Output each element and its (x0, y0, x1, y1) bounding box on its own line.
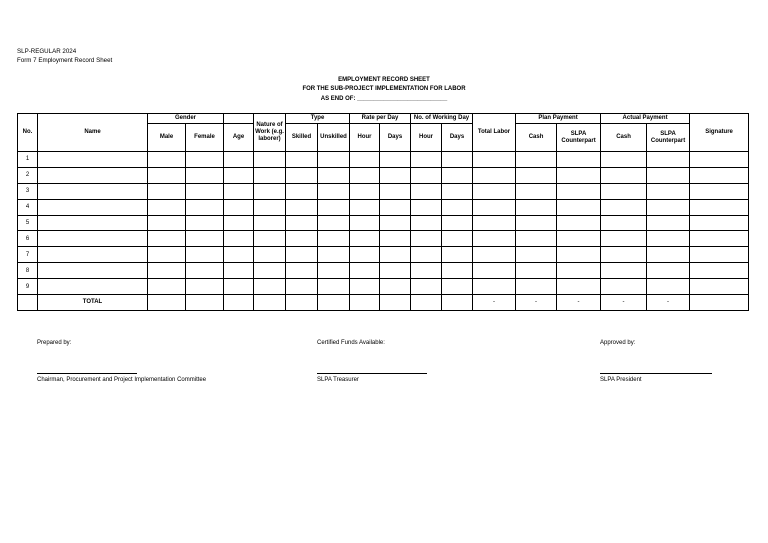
table-cell (473, 167, 516, 183)
table-cell (318, 263, 350, 279)
table-cell (516, 247, 557, 263)
table-cell (38, 231, 148, 247)
table-cell (380, 231, 411, 247)
table-cell (557, 152, 601, 168)
table-cell (148, 279, 186, 295)
table-cell (601, 263, 647, 279)
table-cell (224, 279, 254, 295)
table-cell (690, 263, 749, 279)
table-cell (224, 183, 254, 199)
table-cell (318, 215, 350, 231)
table-cell (286, 231, 318, 247)
table-cell (350, 247, 380, 263)
total-cell (380, 295, 411, 311)
group-actual-payment: Actual Payment (601, 114, 690, 124)
col-no: No. (18, 114, 38, 152)
table-cell (38, 279, 148, 295)
table-row (18, 199, 749, 215)
table-cell (473, 279, 516, 295)
group-working-day: No. of Working Day (411, 114, 473, 124)
col-actual-cash: Cash (601, 124, 647, 152)
table-cell (38, 199, 148, 215)
row-number: 1 (18, 152, 38, 168)
group-plan-payment: Plan Payment (516, 114, 601, 124)
table-cell (254, 279, 286, 295)
table-cell (148, 247, 186, 263)
table-cell (380, 152, 411, 168)
table-cell (473, 231, 516, 247)
age-top-cell (224, 114, 254, 124)
total-signature-cell (690, 295, 749, 311)
table-cell (318, 183, 350, 199)
group-type: Type (286, 114, 350, 124)
prepared-signature-line (37, 373, 137, 374)
form-series: SLP-REGULAR 2024 (17, 48, 77, 55)
table-cell (411, 247, 442, 263)
table-cell (224, 152, 254, 168)
table-cell (186, 167, 224, 183)
table-cell (286, 215, 318, 231)
col-rate-days: Days (380, 124, 411, 152)
table-cell (186, 279, 224, 295)
table-cell (380, 247, 411, 263)
table-cell (380, 263, 411, 279)
table-cell (411, 231, 442, 247)
table-cell (411, 199, 442, 215)
table-cell (186, 247, 224, 263)
table-cell (186, 231, 224, 247)
total-cell (286, 295, 318, 311)
table-cell (516, 152, 557, 168)
approved-by-role: SLPA President (600, 377, 642, 383)
col-unskilled: Unskilled (318, 124, 350, 152)
col-female: Female (186, 124, 224, 152)
table-cell (516, 167, 557, 183)
table-row (18, 215, 749, 231)
table-cell (647, 279, 690, 295)
col-age: Age (224, 124, 254, 152)
certified-by-role: SLPA Treasurer (317, 377, 359, 383)
table-cell (254, 231, 286, 247)
table-cell (442, 199, 473, 215)
row-number: 6 (18, 231, 38, 247)
table-cell (38, 183, 148, 199)
table-cell (516, 215, 557, 231)
table-cell (186, 199, 224, 215)
col-nature-of-work: Nature of Work (e.g. laborer) (254, 114, 286, 152)
table-cell (186, 183, 224, 199)
total-cell (186, 295, 224, 311)
table-cell (473, 152, 516, 168)
table-cell (254, 247, 286, 263)
table-cell (690, 167, 749, 183)
table-cell (442, 247, 473, 263)
table-cell (442, 231, 473, 247)
col-rate-hour: Hour (350, 124, 380, 152)
table-cell (690, 183, 749, 199)
table-cell (557, 247, 601, 263)
as-end-of-line: AS END OF: ___________________________ (320, 96, 448, 102)
table-row (18, 279, 749, 295)
table-cell (601, 215, 647, 231)
table-cell (224, 263, 254, 279)
table-cell (601, 183, 647, 199)
table-cell (286, 263, 318, 279)
approved-by-label: Approved by: (600, 340, 636, 346)
table-cell (690, 152, 749, 168)
table-cell (557, 215, 601, 231)
table-cell (38, 247, 148, 263)
table-cell (442, 167, 473, 183)
table-cell (516, 231, 557, 247)
table-row (18, 263, 749, 279)
table-cell (647, 263, 690, 279)
table-cell (286, 279, 318, 295)
group-gender: Gender (148, 114, 224, 124)
table-cell (318, 167, 350, 183)
table-cell (516, 279, 557, 295)
col-male: Male (148, 124, 186, 152)
table-cell (350, 279, 380, 295)
col-name: Name (38, 114, 148, 152)
total-label: TOTAL (38, 295, 148, 311)
row-number: 5 (18, 215, 38, 231)
sheet-subtitle: FOR THE SUB-PROJECT IMPLEMENTATION FOR LABOR (302, 86, 466, 92)
table-cell (411, 279, 442, 295)
table-cell (38, 215, 148, 231)
row-number: 8 (18, 263, 38, 279)
table-cell (473, 199, 516, 215)
table-cell (380, 167, 411, 183)
table-cell (601, 152, 647, 168)
col-actual-slpa: SLPA Counterpart (647, 124, 690, 152)
table-cell (442, 215, 473, 231)
table-cell (647, 231, 690, 247)
table-cell (224, 215, 254, 231)
total-plan-slpa-value: - (557, 295, 601, 311)
table-cell (186, 263, 224, 279)
table-cell (224, 167, 254, 183)
col-work-days: Days (442, 124, 473, 152)
table-cell (148, 183, 186, 199)
employment-record-table (17, 113, 749, 311)
table-cell (148, 263, 186, 279)
table-cell (350, 152, 380, 168)
table-cell (442, 279, 473, 295)
table-cell (380, 215, 411, 231)
table-cell (647, 152, 690, 168)
row-number: 2 (18, 167, 38, 183)
total-cell (254, 295, 286, 311)
table-cell (380, 279, 411, 295)
col-signature: Signature (690, 114, 749, 152)
table-cell (473, 247, 516, 263)
table-cell (286, 199, 318, 215)
table-cell (411, 215, 442, 231)
table-row (18, 231, 749, 247)
table-cell (318, 231, 350, 247)
table-cell (148, 215, 186, 231)
table-cell (647, 215, 690, 231)
table-body (18, 152, 749, 295)
table-cell (557, 167, 601, 183)
col-total-labor: Total Labor (473, 114, 516, 152)
table-row (18, 167, 749, 183)
table-cell (38, 263, 148, 279)
prepared-by-role: Chairman, Procurement and Project Implementation Committee (37, 377, 207, 383)
form-name: Form 7 Employment Record Sheet (17, 57, 113, 64)
table-cell (647, 247, 690, 263)
table-cell (411, 167, 442, 183)
table-cell (350, 215, 380, 231)
table-cell (148, 231, 186, 247)
table-cell (516, 183, 557, 199)
table-cell (442, 152, 473, 168)
table-cell (224, 247, 254, 263)
table-cell (690, 231, 749, 247)
table-cell (350, 183, 380, 199)
table-cell (601, 231, 647, 247)
table-cell (473, 183, 516, 199)
row-number: 4 (18, 199, 38, 215)
table-cell (350, 231, 380, 247)
table-cell (380, 199, 411, 215)
table-cell (224, 199, 254, 215)
table-cell (690, 199, 749, 215)
table-row (18, 152, 749, 168)
table-cell (690, 247, 749, 263)
sheet-title: EMPLOYMENT RECORD SHEET (338, 77, 430, 83)
table-cell (557, 263, 601, 279)
table-cell (254, 167, 286, 183)
total-cell (411, 295, 442, 311)
row-number: 9 (18, 279, 38, 295)
total-no-cell (18, 295, 38, 311)
table-cell (516, 199, 557, 215)
table-cell (601, 279, 647, 295)
col-plan-slpa: SLPA Counterpart (557, 124, 601, 152)
table-cell (254, 152, 286, 168)
col-skilled: Skilled (286, 124, 318, 152)
group-rate-per-day: Rate per Day (350, 114, 411, 124)
total-row (18, 295, 749, 311)
table-cell (38, 152, 148, 168)
certified-signature-line (317, 373, 427, 374)
certified-funds-label: Certified Funds Available: (317, 340, 385, 346)
table-cell (286, 152, 318, 168)
total-actual-slpa-value: - (647, 295, 690, 311)
table-cell (318, 279, 350, 295)
approved-signature-line (600, 373, 712, 374)
table-row (18, 183, 749, 199)
table-cell (148, 199, 186, 215)
table-cell (601, 167, 647, 183)
table-cell (601, 247, 647, 263)
table-cell (286, 167, 318, 183)
col-work-hour: Hour (411, 124, 442, 152)
table-cell (254, 199, 286, 215)
table-cell (411, 263, 442, 279)
total-labor-value: - (473, 295, 516, 311)
table-cell (318, 152, 350, 168)
table-cell (186, 215, 224, 231)
table-cell (380, 183, 411, 199)
table-cell (442, 263, 473, 279)
table-cell (254, 215, 286, 231)
table-cell (411, 152, 442, 168)
total-cell (350, 295, 380, 311)
total-cell (224, 295, 254, 311)
table-cell (148, 152, 186, 168)
table-cell (224, 231, 254, 247)
table-cell (442, 183, 473, 199)
table-cell (473, 215, 516, 231)
table-cell (411, 183, 442, 199)
table-cell (318, 199, 350, 215)
total-cell (318, 295, 350, 311)
table-cell (557, 183, 601, 199)
table-cell (647, 167, 690, 183)
table-cell (350, 199, 380, 215)
table-cell (601, 199, 647, 215)
table-cell (254, 263, 286, 279)
prepared-by-label: Prepared by: (37, 340, 72, 346)
table-cell (647, 199, 690, 215)
table-cell (254, 183, 286, 199)
table-cell (286, 247, 318, 263)
table-row (18, 247, 749, 263)
col-plan-cash: Cash (516, 124, 557, 152)
table-cell (318, 247, 350, 263)
table-cell (473, 263, 516, 279)
total-cell (148, 295, 186, 311)
table-cell (350, 167, 380, 183)
table-cell (286, 183, 318, 199)
table-cell (557, 199, 601, 215)
total-plan-cash-value: - (516, 295, 557, 311)
table-cell (148, 167, 186, 183)
table-cell (690, 215, 749, 231)
total-actual-cash-value: - (601, 295, 647, 311)
table-cell (38, 167, 148, 183)
total-cell (442, 295, 473, 311)
table-cell (186, 152, 224, 168)
table-cell (557, 231, 601, 247)
table-cell (516, 263, 557, 279)
table-cell (350, 263, 380, 279)
row-number: 3 (18, 183, 38, 199)
row-number: 7 (18, 247, 38, 263)
table-cell (690, 279, 749, 295)
table-cell (557, 279, 601, 295)
table-cell (647, 183, 690, 199)
